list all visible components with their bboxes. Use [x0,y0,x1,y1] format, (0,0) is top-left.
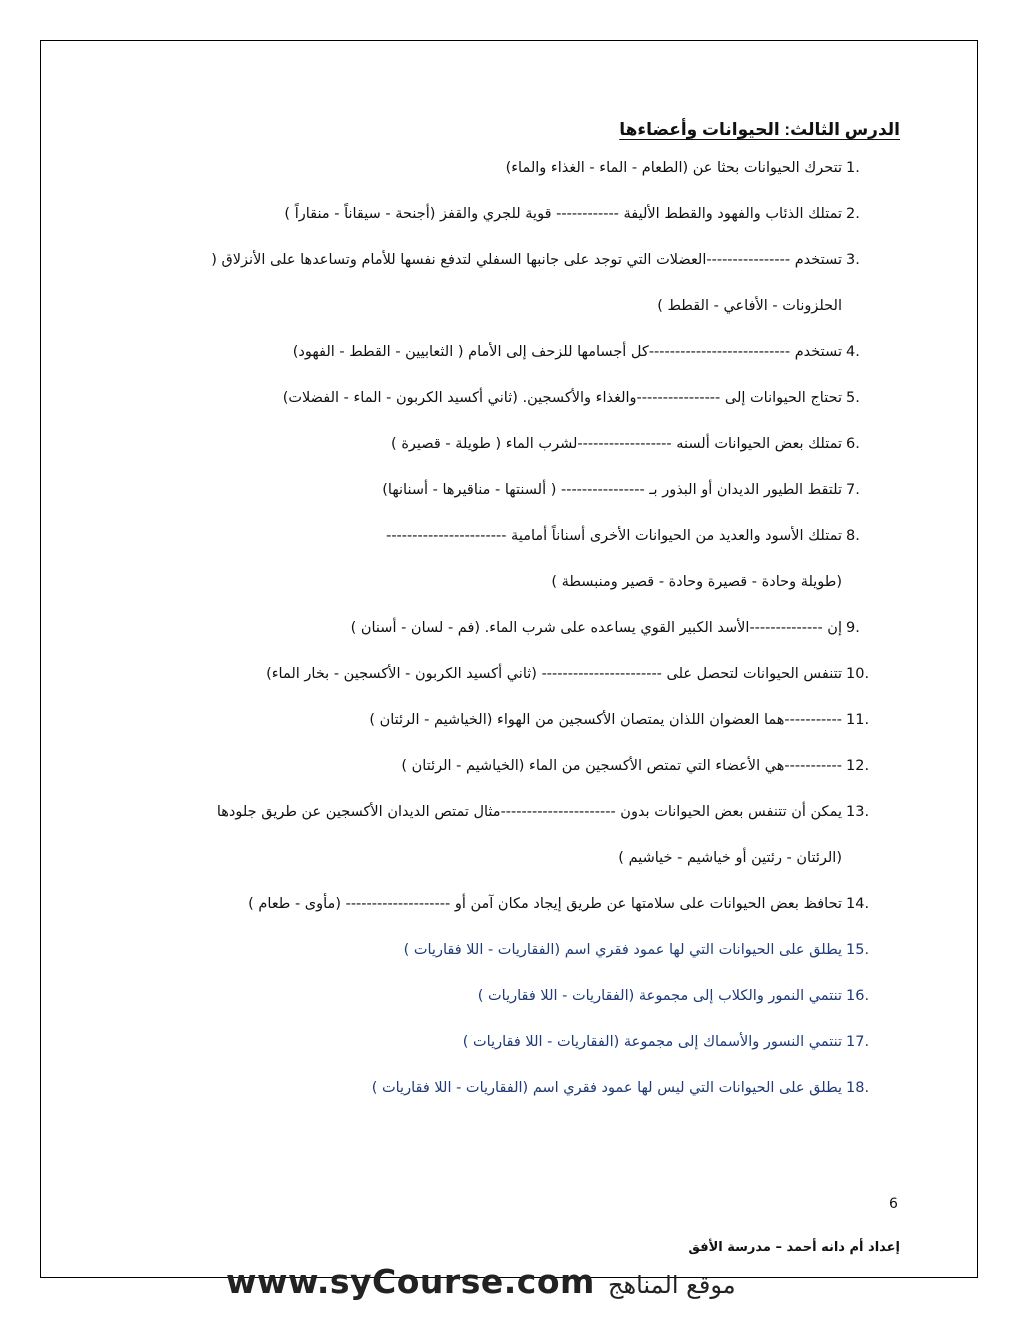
question-text: -----------هي الأعضاء التي تمتص الأكسجين من الماء (الخياشيم - الرئتان ) [401,758,842,774]
question-11 [102,712,870,728]
question-5 [102,390,860,406]
question-18 [102,1080,870,1096]
question-text: تلتقط الطيور الديدان أو البذور بـ ---------------- ( ألسنتها - مناقيرها - أسنانها) [382,482,842,498]
question-12 [102,758,870,774]
question-15 [102,942,870,958]
question-7 [102,482,860,498]
question-number: 10. [846,666,870,682]
question-number: 16. [846,988,870,1004]
question-number: 12. [846,758,870,774]
question-number: 1. [846,160,860,176]
question-number: 2. [846,206,860,222]
question-6 [102,436,860,452]
question-text: تستخدم ---------------------------كل أجسامها للزحف إلى الأمام ( الثعابيين - القطط - الفهود) [292,344,842,360]
question-number: 9. [846,620,860,636]
watermark-url: www.syCourse.com [226,1262,595,1301]
question-1 [102,160,860,176]
question-number: 13. [846,804,870,820]
question-8 [102,528,860,544]
question-2 [102,206,860,222]
question-text: تمتلك الأسود والعديد من الحيوانات الأخرى أسناناً أمامية ----------------------- [386,528,842,544]
question-10 [102,666,870,682]
question-text: تتحرك الحيوانات بحثا عن (الطعام - الماء - الغذاء والماء) [505,160,842,176]
question-9 [102,620,860,636]
question-number: 11. [846,712,870,728]
question-text: تنتمي النمور والكلاب إلى مجموعة (الفقاريات - اللا فقاريات ) [477,988,842,1004]
lesson-title: الدرس الثالث: الحيوانات وأعضاءها [619,120,900,139]
question-text: يطلق على الحيوانات التي ليس لها عمود فقري اسم (الفقاريات - اللا فقاريات ) [371,1080,842,1096]
question-number: 3. [846,252,860,268]
watermark-label: موقع المناهج [607,1271,736,1299]
question-text: تحافظ بعض الحيوانات على سلامتها عن طريق إيجاد مكان آمن أو -------------------- (مأوى - طعام ) [248,896,842,912]
page-number: 6 [889,1196,898,1212]
question-8-options: (طويلة وحادة - قصيرة وحادة - قصير ومنبسطة ) [551,574,842,590]
footer-credit: إعداد أم دانه أحمد – مدرسة الأفق [688,1240,900,1255]
question-13 [102,804,870,820]
question-number: 17. [846,1034,870,1050]
question-3-options: الحلزونات - الأفاعي - القطط ) [657,298,842,314]
question-text: تحتاج الحيوانات إلى ----------------والغذاء والأكسجين. (ثاني أكسيد الكربون - الماء - الفضلات) [282,390,842,406]
question-text: -----------هما العضوان اللذان يمتصان الأكسجين من الهواء (الخياشيم - الرئتان ) [369,712,842,728]
question-13-options: (الرئتان - رئتين أو خياشيم - خياشيم ) [618,850,842,866]
question-text: يطلق على الحيوانات التي لها عمود فقري اسم (الفقاريات - اللا فقاريات ) [403,942,842,958]
question-text: تمتلك بعض الحيوانات ألسنه ------------------لشرب الماء ( طويلة - قصيرة ) [391,436,842,452]
question-17 [102,1034,870,1050]
question-number: 5. [846,390,860,406]
question-number: 8. [846,528,860,544]
question-number: 14. [846,896,870,912]
question-16 [102,988,870,1004]
question-number: 15. [846,942,870,958]
question-4 [102,344,860,360]
site-watermark [226,1262,786,1308]
question-text: تمتلك الذئاب والفهود والقطط الأليفة ------------ قوية للجري والقفز (أجنحة - سيقاناً - منقاراً ) [284,206,842,222]
question-number: 18. [846,1080,870,1096]
question-text: تتنفس الحيوانات لتحصل على ----------------------- (ثاني أكسيد الكربون - الأكسجين - بخار الماء) [266,666,842,682]
question-text: إن --------------الأسد الكبير القوي يساعده على شرب الماء. (فم - لسان - أسنان ) [350,620,842,636]
question-14 [102,896,870,912]
question-text: يمكن أن تتنفس بعض الحيوانات بدون ----------------------مثال تمتص الديدان الأكسجين عن طريق جلودها [216,804,842,820]
question-number: 7. [846,482,860,498]
question-number: 4. [846,344,860,360]
question-text: تنتمي النسور والأسماك إلى مجموعة (الفقاريات - اللا فقاريات ) [462,1034,842,1050]
question-3 [102,252,860,268]
question-number: 6. [846,436,860,452]
question-text: تستخدم ----------------العضلات التي توجد على جانبها السفلي لتدفع نفسها للأمام وتساعدها على الأنزلاق ( [211,252,842,268]
